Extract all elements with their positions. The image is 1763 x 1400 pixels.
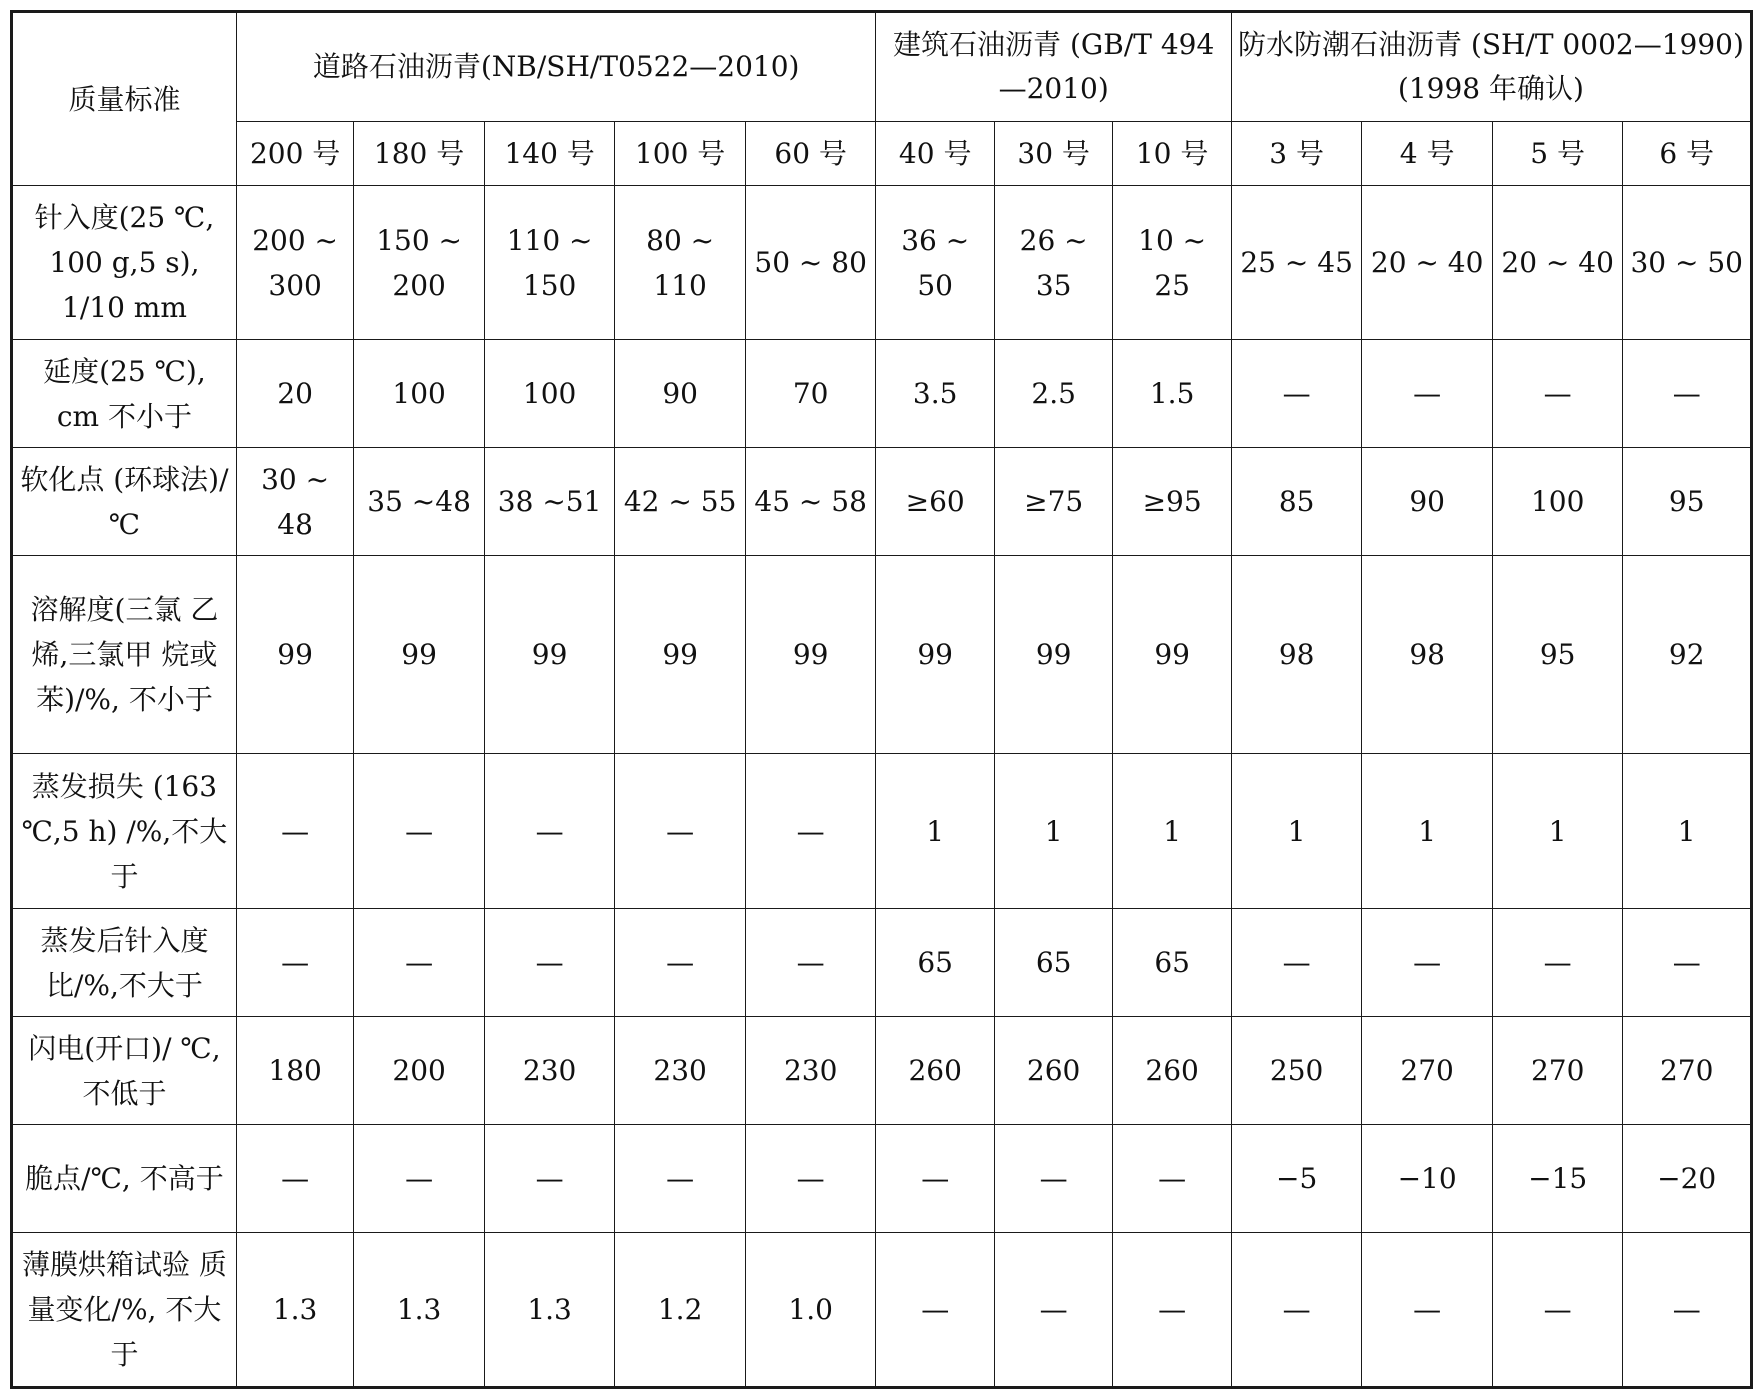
table-cell: —: [745, 1125, 876, 1233]
row-label: 蒸发损失 (163 ℃,5 h) /%,不大于: [12, 754, 237, 909]
solubility-row: [12, 556, 1752, 754]
table-cell: 20 ~ 40: [1492, 186, 1623, 340]
table-cell: —: [1362, 340, 1493, 448]
table-cell: 99: [876, 556, 994, 754]
table-cell: —: [236, 909, 353, 1017]
table-cell: 50 ~ 80: [745, 186, 876, 340]
table-cell: —: [484, 1125, 615, 1233]
row-label: 软化点 (环球法)/℃: [12, 448, 237, 556]
table-cell: 1: [994, 754, 1112, 909]
table-cell: 1: [1113, 754, 1231, 909]
table-cell: −5: [1231, 1125, 1362, 1233]
table-cell: 100: [354, 340, 485, 448]
table-cell: —: [876, 1233, 994, 1388]
table-cell: 230: [484, 1017, 615, 1125]
table-cell: 270: [1623, 1017, 1752, 1125]
table-cell: 99: [1113, 556, 1231, 754]
table-cell: —: [1623, 340, 1752, 448]
thin-film-oven-row: [12, 1233, 1752, 1388]
table-cell: −20: [1623, 1125, 1752, 1233]
table-cell: —: [236, 1125, 353, 1233]
corner-header: 质量标准: [12, 12, 237, 186]
table-cell: —: [1362, 1233, 1493, 1388]
table-cell: 92: [1623, 556, 1752, 754]
row-label: 薄膜烘箱试验 质量变化/%, 不大于: [12, 1233, 237, 1388]
softening-point-row: [12, 448, 1752, 556]
table-cell: 35 ~48: [354, 448, 485, 556]
table-cell: —: [1623, 909, 1752, 1017]
table-cell: 230: [745, 1017, 876, 1125]
table-cell: 99: [354, 556, 485, 754]
table-cell: ≥75: [994, 448, 1112, 556]
row-label: 溶解度(三氯 乙烯,三氯甲 烷或苯)/%, 不小于: [12, 556, 237, 754]
table-cell: 36 ~ 50: [876, 186, 994, 340]
row-label: 针入度(25 ℃, 100 g,5 s), 1/10 mm: [12, 186, 237, 340]
table-cell: 20: [236, 340, 353, 448]
table-cell: 95: [1492, 556, 1623, 754]
table-cell: —: [1113, 1233, 1231, 1388]
table-cell: 1: [1231, 754, 1362, 909]
table-cell: −15: [1492, 1125, 1623, 1233]
row-label: 脆点/℃, 不高于: [12, 1125, 237, 1233]
table-cell: —: [236, 754, 353, 909]
table-cell: 70: [745, 340, 876, 448]
table-cell: 99: [615, 556, 746, 754]
table-cell: —: [1492, 909, 1623, 1017]
table-cell: ≥95: [1113, 448, 1231, 556]
table-cell: —: [615, 1125, 746, 1233]
table-cell: 99: [484, 556, 615, 754]
group-header-waterproof-asphalt: 防水防潮石油沥青 (SH/T 0002—1990)(1998 年确认): [1231, 12, 1751, 122]
penetration-row: [12, 186, 1752, 340]
table-cell: 200: [354, 1017, 485, 1125]
table-cell: 1.0: [745, 1233, 876, 1388]
table-cell: 260: [1113, 1017, 1231, 1125]
table-cell: 65: [1113, 909, 1231, 1017]
grade-header: 140 号: [484, 122, 615, 186]
table-cell: −10: [1362, 1125, 1493, 1233]
table-cell: —: [484, 909, 615, 1017]
row-label: 闪电(开口)/ ℃,不低于: [12, 1017, 237, 1125]
table-cell: 98: [1362, 556, 1493, 754]
flash-point-row: [12, 1017, 1752, 1125]
table-cell: —: [1231, 909, 1362, 1017]
table-cell: ≥60: [876, 448, 994, 556]
table-cell: —: [484, 754, 615, 909]
table-cell: 90: [615, 340, 746, 448]
group-header-building-asphalt: 建筑石油沥青 (GB/T 494—2010): [876, 12, 1231, 122]
table-cell: 1.3: [484, 1233, 615, 1388]
table-cell: 230: [615, 1017, 746, 1125]
table-cell: —: [1231, 1233, 1362, 1388]
header-group-row: [12, 12, 1752, 122]
table-cell: 80 ~ 110: [615, 186, 746, 340]
table-cell: —: [354, 909, 485, 1017]
table-cell: 95: [1623, 448, 1752, 556]
table-cell: —: [994, 1125, 1112, 1233]
table-cell: 2.5: [994, 340, 1112, 448]
table-cell: 260: [994, 1017, 1112, 1125]
row-label: 蒸发后针入度 比/%,不大于: [12, 909, 237, 1017]
table-cell: 38 ~51: [484, 448, 615, 556]
table-cell: 20 ~ 40: [1362, 186, 1493, 340]
table-cell: 250: [1231, 1017, 1362, 1125]
table-cell: 30 ~ 48: [236, 448, 353, 556]
table-cell: —: [1113, 1125, 1231, 1233]
grade-header: 10 号: [1113, 122, 1231, 186]
table-cell: —: [1362, 909, 1493, 1017]
grade-header: 30 号: [994, 122, 1112, 186]
table-cell: 180: [236, 1017, 353, 1125]
table-cell: —: [1492, 340, 1623, 448]
ductility-row: [12, 340, 1752, 448]
table-cell: 98: [1231, 556, 1362, 754]
grade-header: 4 号: [1362, 122, 1493, 186]
evaporation-loss-row: [12, 754, 1752, 909]
table-cell: 270: [1362, 1017, 1493, 1125]
table-cell: 65: [994, 909, 1112, 1017]
table-cell: 270: [1492, 1017, 1623, 1125]
table-cell: —: [1623, 1233, 1752, 1388]
table-cell: —: [615, 754, 746, 909]
table-cell: 110 ~ 150: [484, 186, 615, 340]
table-cell: 1.3: [354, 1233, 485, 1388]
table-cell: 26 ~ 35: [994, 186, 1112, 340]
penetration-ratio-row: [12, 909, 1752, 1017]
table-cell: 260: [876, 1017, 994, 1125]
table-cell: —: [354, 1125, 485, 1233]
table-cell: 1.2: [615, 1233, 746, 1388]
table-cell: 85: [1231, 448, 1362, 556]
table-cell: 150 ~ 200: [354, 186, 485, 340]
grade-header: 100 号: [615, 122, 746, 186]
table-cell: 1.3: [236, 1233, 353, 1388]
grade-header: 60 号: [745, 122, 876, 186]
grade-header: 3 号: [1231, 122, 1362, 186]
table-cell: 25 ~ 45: [1231, 186, 1362, 340]
grade-header: 6 号: [1623, 122, 1752, 186]
table-cell: —: [876, 1125, 994, 1233]
table-cell: 99: [994, 556, 1112, 754]
table-cell: 10 ~ 25: [1113, 186, 1231, 340]
grade-header: 40 号: [876, 122, 994, 186]
row-label: 延度(25 ℃), cm 不小于: [12, 340, 237, 448]
table-cell: 30 ~ 50: [1623, 186, 1752, 340]
table-cell: 45 ~ 58: [745, 448, 876, 556]
table-cell: 90: [1362, 448, 1493, 556]
brittle-point-row: [12, 1125, 1752, 1233]
table-cell: —: [1492, 1233, 1623, 1388]
grade-header: 200 号: [236, 122, 353, 186]
table-cell: —: [354, 754, 485, 909]
table-cell: 99: [745, 556, 876, 754]
grade-header: 5 号: [1492, 122, 1623, 186]
table-cell: —: [1231, 340, 1362, 448]
table-cell: —: [745, 909, 876, 1017]
table-cell: 1: [1362, 754, 1493, 909]
table-cell: —: [615, 909, 746, 1017]
table-cell: 100: [1492, 448, 1623, 556]
table-cell: —: [994, 1233, 1112, 1388]
table-cell: 1: [876, 754, 994, 909]
table-cell: —: [745, 754, 876, 909]
group-header-road-asphalt: 道路石油沥青(NB/SH/T0522—2010): [236, 12, 876, 122]
table-cell: 1: [1623, 754, 1752, 909]
table-cell: 3.5: [876, 340, 994, 448]
table-cell: 200 ~ 300: [236, 186, 353, 340]
table-cell: 99: [236, 556, 353, 754]
table-cell: 1.5: [1113, 340, 1231, 448]
grade-header-row: [12, 122, 1752, 186]
table-cell: 65: [876, 909, 994, 1017]
table-cell: 100: [484, 340, 615, 448]
table-cell: 42 ~ 55: [615, 448, 746, 556]
table-cell: 1: [1492, 754, 1623, 909]
grade-header: 180 号: [354, 122, 485, 186]
asphalt-quality-standard-table: [10, 10, 1753, 1389]
